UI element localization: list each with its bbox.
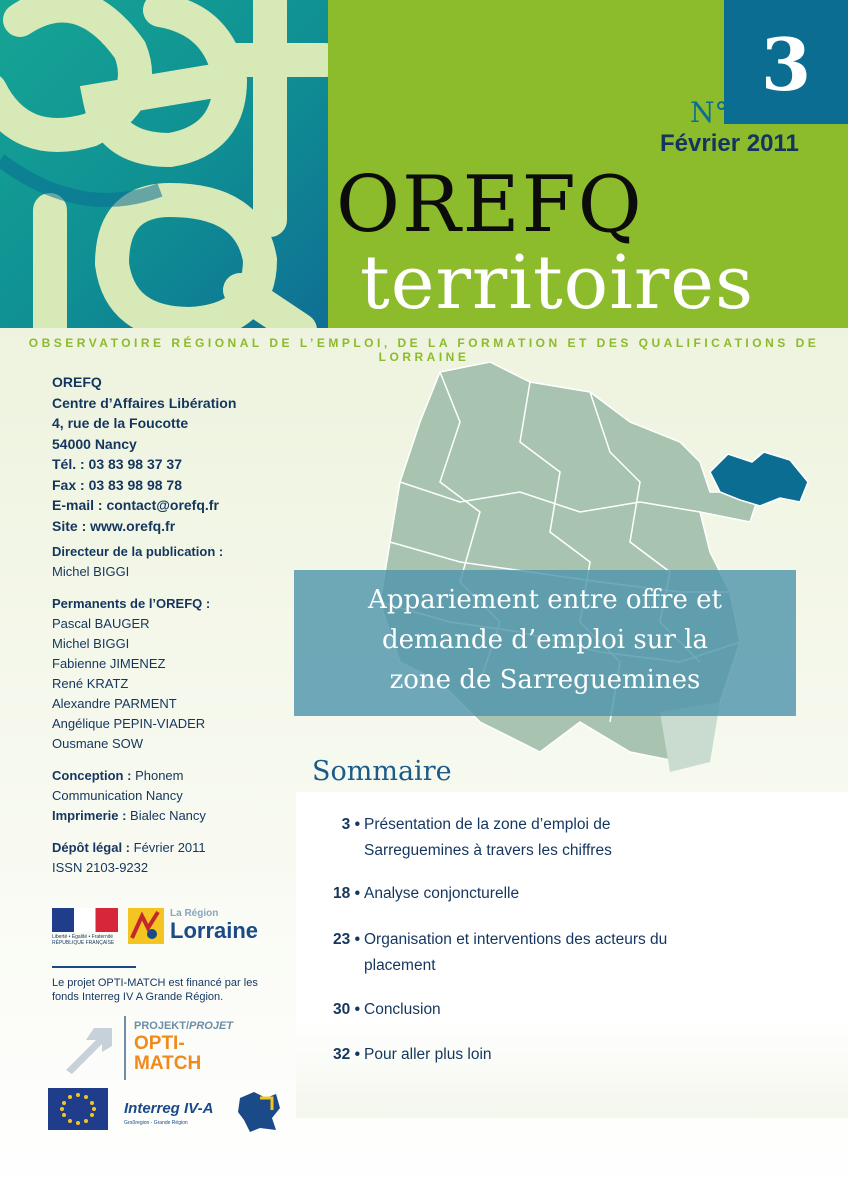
legal-line xyxy=(52,838,292,858)
legal-label: Dépôt légal : xyxy=(52,840,131,855)
issue-date: Février 2011 xyxy=(660,130,799,157)
conception-line xyxy=(52,766,292,786)
contact-line: OREFQ xyxy=(52,374,102,390)
summary-page-number: 23 xyxy=(333,931,351,948)
staff-member: Pascal BAUGER xyxy=(52,616,150,631)
eu-interreg-logos xyxy=(48,1088,288,1134)
marianne-motto: Liberté • Égalité • Fraternité xyxy=(52,934,114,940)
funding-note: Le projet OPTI-MATCH est financé par les fonds Interreg IV A Grande Région. xyxy=(52,977,258,1003)
contact-line: 54000 Nancy xyxy=(52,435,137,452)
projekt-de: PROJEKT/ xyxy=(134,1020,190,1032)
contact-phone: Tél. : 03 83 98 37 37 xyxy=(52,456,182,472)
tricolor-flag-icon xyxy=(52,908,118,932)
summary-item-text: Conclusion xyxy=(364,1001,441,1018)
republique-francaise-logo xyxy=(52,908,118,948)
header-logo-art xyxy=(0,0,328,328)
print-label: Imprimerie : xyxy=(52,808,127,823)
conception-value-2: Communication Nancy xyxy=(52,788,183,803)
region-lorraine-logo xyxy=(128,908,298,948)
region-small-label: La Région xyxy=(170,908,219,919)
projet-fr: PROJET xyxy=(189,1020,234,1032)
summary-item-text: Présentation de la zone d’emploi de Sarreguemines à travers les chiffres xyxy=(364,816,612,859)
legal-value: Février 2011 xyxy=(133,840,206,855)
divider xyxy=(52,966,136,968)
cover-title-box xyxy=(294,570,796,716)
issn: ISSN 2103-9232 xyxy=(52,860,149,875)
optimatch-name xyxy=(134,1034,201,1074)
cover-title-line: Appariement entre offre et xyxy=(368,585,722,615)
staff-member: Michel BIGGI xyxy=(52,636,130,651)
match-label: MATCH xyxy=(134,1053,202,1074)
contact-line: Centre d’Affaires Libération xyxy=(52,394,237,411)
summary-item-text: Organisation et interventions des acteurs du placement xyxy=(364,931,668,974)
director-label: Directeur de la publication : xyxy=(52,544,224,559)
staff-member: René KRATZ xyxy=(52,676,129,691)
cover-title-line: demande d’emploi sur la xyxy=(382,625,708,655)
staff-member: Fabienne JIMENEZ xyxy=(52,656,166,671)
optimatch-logo xyxy=(52,1016,282,1082)
contact-website[interactable]: Site : www.orefq.fr xyxy=(52,517,176,534)
summary-item[interactable]: 23 • Organisation et interventions des acteurs du placement xyxy=(300,927,720,979)
contact-line: 4, rue de la Foucotte xyxy=(52,415,189,431)
conception-label: Conception : xyxy=(52,768,132,783)
contact-email[interactable]: E-mail : contact@orefq.fr xyxy=(52,497,219,513)
summary-item[interactable]: 3 • Présentation de la zone d’emploi de Sarreguemines à travers les chiffres xyxy=(300,812,720,864)
staff-member: Ousmane SOW xyxy=(52,736,144,751)
summary-title: Sommaire xyxy=(312,756,452,787)
grande-region-map-icon xyxy=(236,1088,282,1134)
print-line xyxy=(52,806,292,826)
region-big-label: Lorraine xyxy=(170,918,259,943)
interreg-label: Interreg IV-A xyxy=(124,1100,214,1117)
cover-title-line: zone de Sarreguemines xyxy=(389,665,701,695)
issue-prefix: N° xyxy=(690,96,729,129)
lorraine-emblem-icon xyxy=(128,908,164,944)
eu-flag-icon xyxy=(48,1088,108,1130)
contact-block xyxy=(52,372,292,536)
optimatch-separator xyxy=(124,1016,126,1080)
publication-info xyxy=(52,542,292,878)
republic-name: RÉPUBLIQUE FRANÇAISE xyxy=(52,940,115,946)
brand-subtitle: territoires xyxy=(360,240,755,326)
organization-subtitle: OBSERVATOIRE RÉGIONAL DE L’EMPLOI, DE LA FORMATION ET DES QUALIFICATIONS DE LORRAINE xyxy=(28,336,820,364)
summary-item-text: Pour aller plus loin xyxy=(364,1046,492,1063)
print-value: Bialec Nancy xyxy=(130,808,206,823)
summary-page-number: 3 xyxy=(341,816,351,833)
contact-fax: Fax : 03 83 98 98 78 xyxy=(52,476,182,493)
projekt-label xyxy=(134,1020,233,1032)
staff-label: Permanents de l’OREFQ : xyxy=(52,596,211,611)
partner-logos xyxy=(52,908,292,950)
director-name: Michel BIGGI xyxy=(52,564,130,579)
opti-label: OPTI- xyxy=(134,1033,185,1054)
orefq-letters-art xyxy=(0,0,328,328)
summary-page-number: 18 xyxy=(333,885,351,902)
interreg-subtitle: Großregion - Grande Région xyxy=(124,1120,188,1126)
summary-item-text: Analyse conjoncturelle xyxy=(364,885,520,902)
summary-page-number: 30 xyxy=(333,1001,351,1018)
issue-number: 3 xyxy=(724,0,848,124)
conception-value: Phonem xyxy=(135,768,184,783)
brand-title: OREFQ xyxy=(336,160,644,250)
arrow-icon xyxy=(60,1020,116,1076)
staff-member: Angélique PEPIN-VIADER xyxy=(52,716,206,731)
summary-page-number: 32 xyxy=(333,1046,351,1063)
staff-member: Alexandre PARMENT xyxy=(52,696,177,711)
